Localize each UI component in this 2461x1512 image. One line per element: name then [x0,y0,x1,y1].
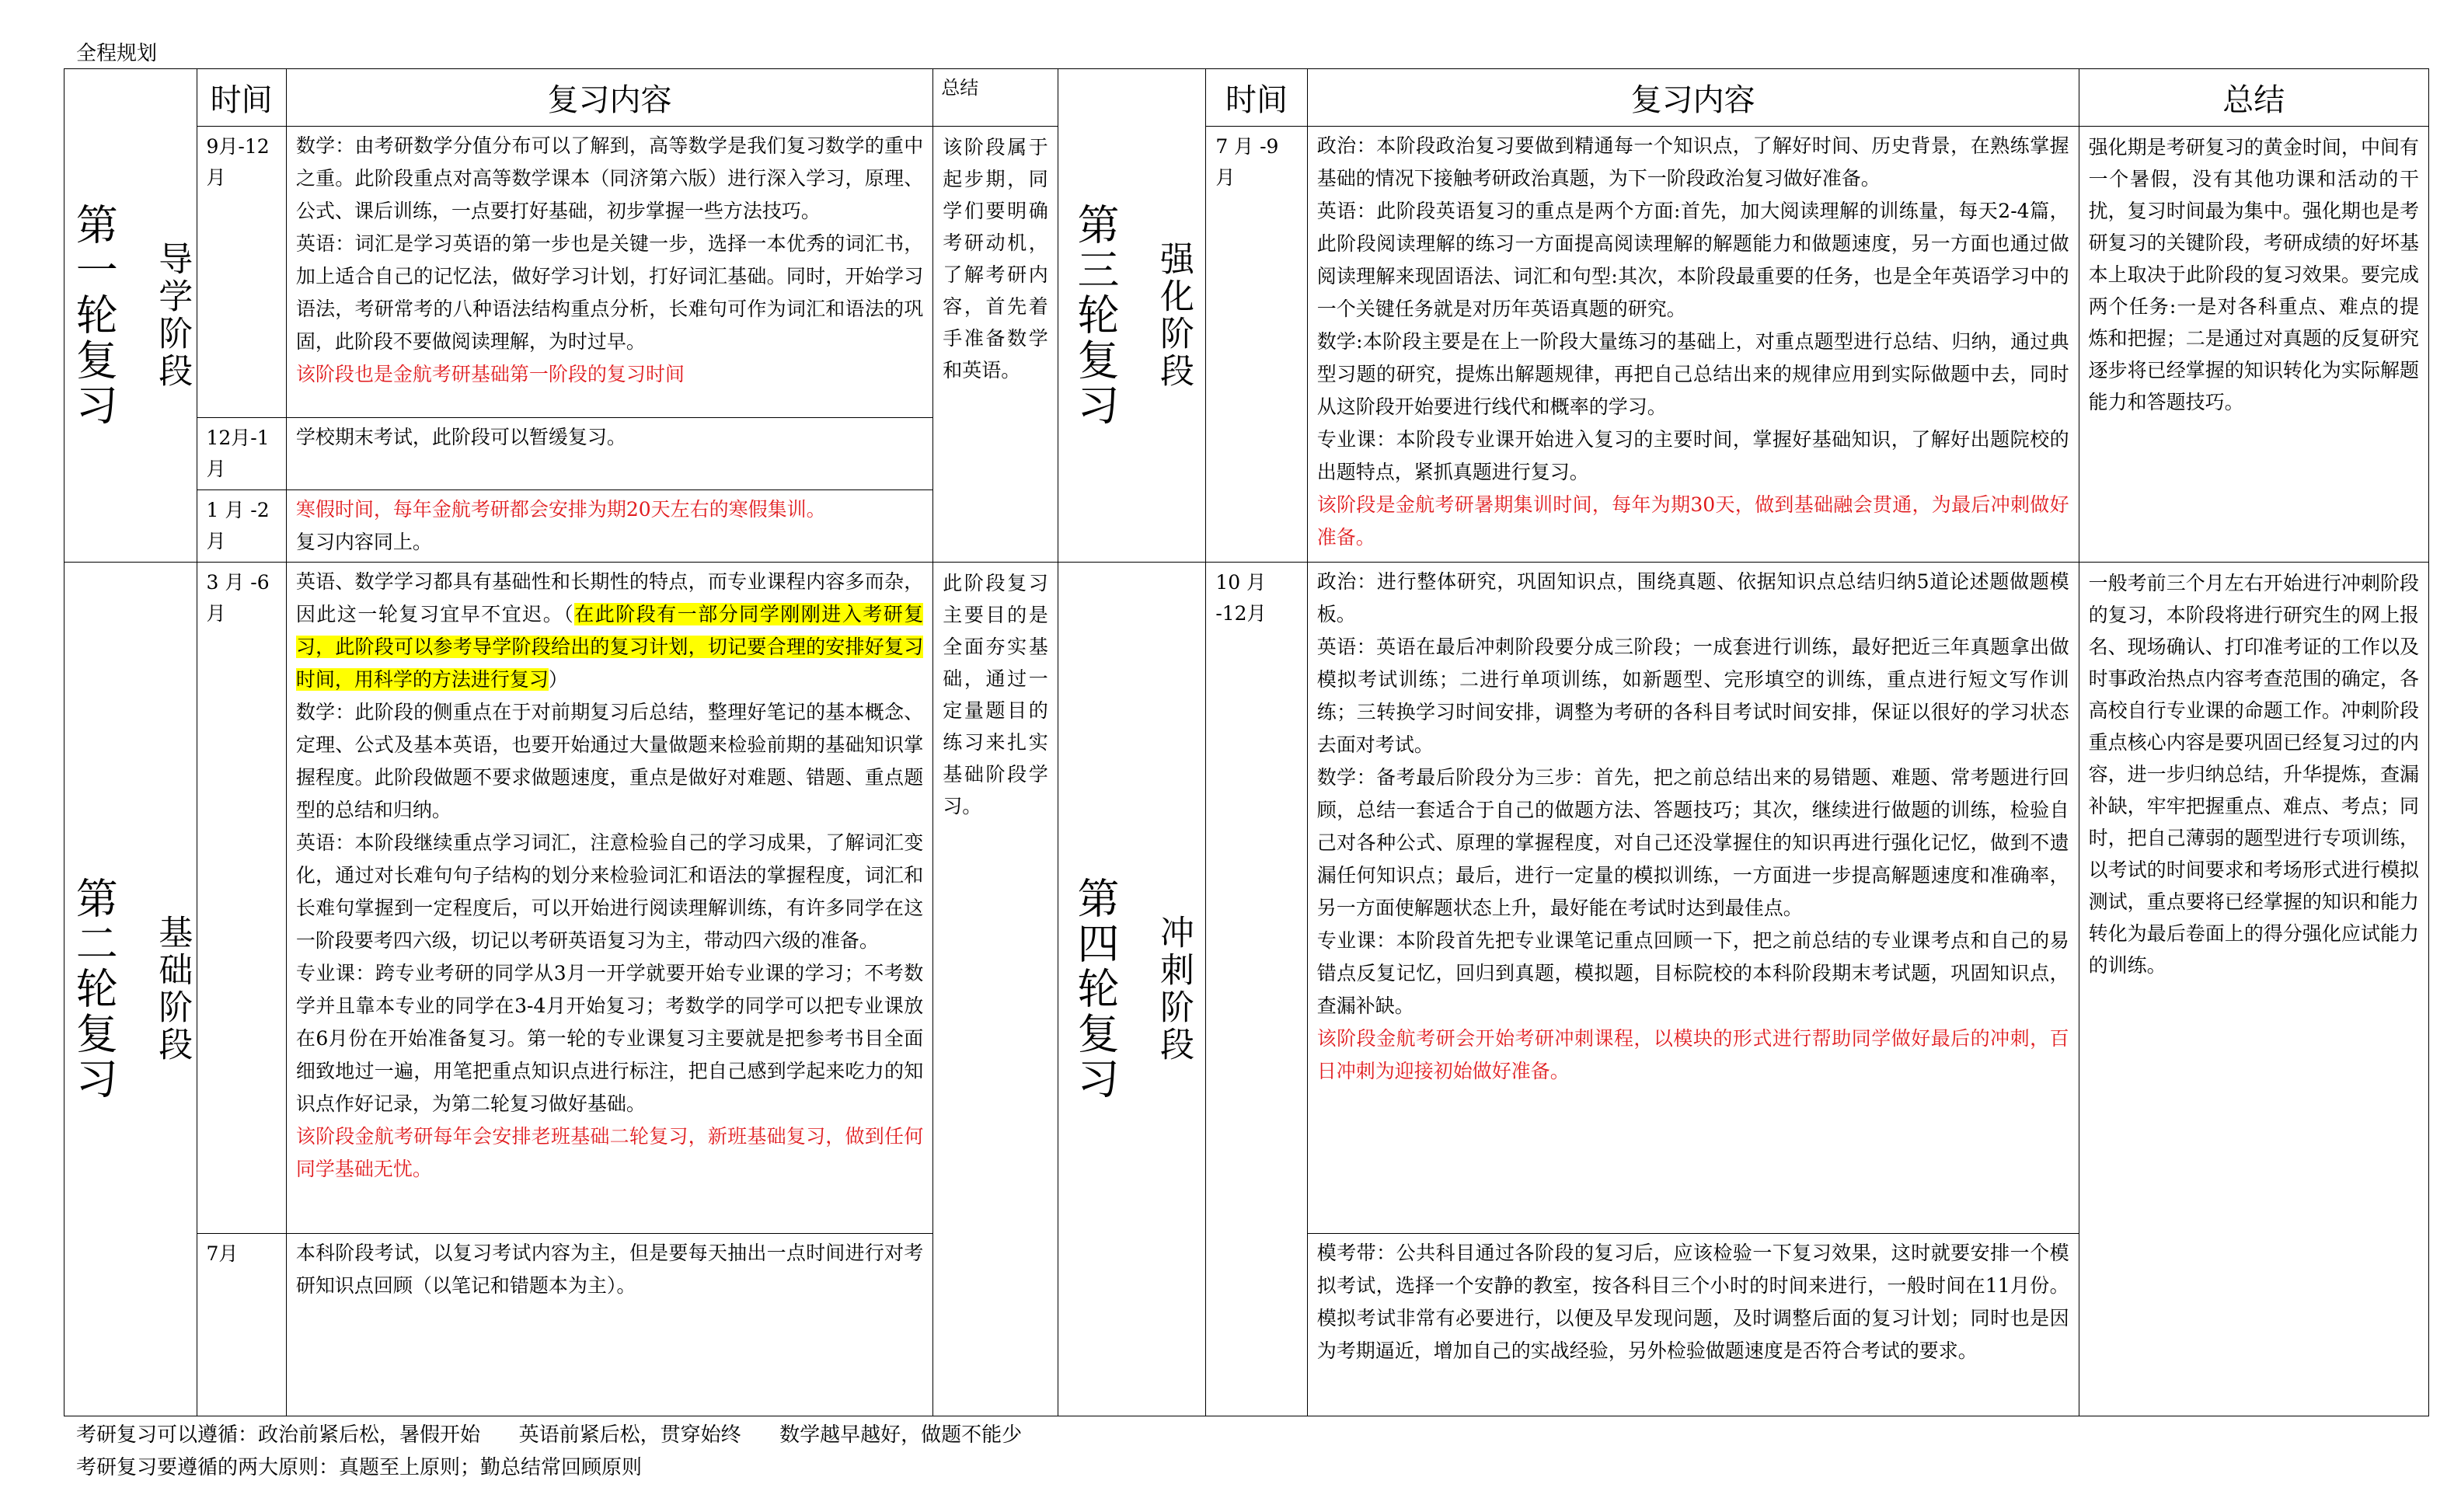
header-summary-right: 总结 [2079,69,2428,127]
footer-principles-line1: 考研复习可以遵循：政治前紧后松，暑假开始 英语前紧后松，贯穿始终 数学越早越好，做题不能少 [76,1423,1023,1447]
round1-stage: 导学阶段 [152,241,193,390]
round2-exam-text: 本科阶段考试，以复习考试内容为主，但是要每天抽出一点时间进行对考研知识点回顾（以笔记和错题本为主）。 [295,1242,924,1297]
round4-mock-text: 模考带：公共科目通过各阶段的复习后，应该检验一下复习效果，这时就要安排一个模拟考试，选择一个安静的教室，按各科目三个小时的时间来进行，一般时间在11月份。模拟考试非常有必要进行，以便及早发现问题，及时调整后面的复习计划；同时也是因为考期逼近，增加自己的实战经验，另外检验做题速度是否符合考试的要求。 [1316,1242,2069,1362]
round2-content-1 [286,563,932,1234]
round1-title: 第一轮复习 [69,203,119,428]
round2-time-1: 3 月 -6月 [197,563,286,1234]
round1-note-red: 该阶段也是金航考研基础第一阶段的复习时间 [295,363,685,385]
round3-summary: 强化期是考研复习的黄金时间，中间有一个暑假，没有其他功课和活动的干扰，复习时间最为集中。强化期也是考研复习的关键阶段，考研成绩的好坏基本上取决于此阶段的复习效果。要完成两个任务:一是对各科重点、难点的提炼和把握；二是通过对真题的反复研究逐步将已经掌握的知识转化为实际解题能力和答题技巧。 [2079,127,2428,563]
round2-stage: 基础阶段 [152,915,193,1064]
round3-title: 第三轮复习 [1071,203,1121,428]
table-row [64,127,2429,418]
header-summary-left: 总结 [933,69,1058,127]
round4-english-text: 英语：英语在最后冲刺阶段要分成三阶段；一成套进行训练，最好把近三年真题拿出做模拟考试训练；二进行单项训练，如新题型、完形填空的训练，重点进行短文写作训练；三转换学习时间安排，调整为考研的各科目考试时间安排，保证以很好的学习状态去面对考试。 [1316,636,2069,756]
round1-math-text: 数学：由考研数学分值分布可以了解到，高等数学是我们复习数学的重中之重。此阶段重点对高等数学课本（同济第六版）进行深入学习，原理、公式、课后训练，一点要打好基础，初步掌握一些方法技巧。 [295,134,924,222]
round3-time: 7 月 -9月 [1206,127,1307,563]
round3-math-text: 数学:本阶段主要是在上一阶段大量练习的基础上，对重点题型进行总结、归纳，通过典型习题的研究，提炼出解题规律，再把自己总结出来的规律应用到实际做题中去，同时从这阶段开始要进行线代和概率的学习。 [1316,330,2069,418]
round4-time: 10 月 -12月 [1206,563,1307,1416]
document-title: 全程规划 [76,42,158,65]
round1-exam-text: 学校期末考试，此阶段可以暂缓复习。 [295,426,626,448]
round3-stage: 强化阶段 [1154,241,1194,390]
header-time-right: 时间 [1206,69,1307,127]
round4-politics-text: 政治：进行整体研究，巩固知识点，围绕真题、依据知识点总结归纳5道论述题做题模板。 [1316,570,2069,625]
study-plan-table [64,68,2429,1416]
round1-time-1: 9月-12月 [197,127,286,418]
round1-label-cell [64,69,197,563]
table-header-row [64,69,2429,127]
round4-mock-content [1307,1234,2079,1416]
round4-content [1307,563,2079,1234]
round2-content-2 [286,1234,932,1416]
header-content-right: 复习内容 [1307,69,2079,127]
round3-content [1307,127,2079,563]
footer-principles-line2: 考研复习要遵循的两大原则：真题至上原则；勤总结常回顾原则 [76,1456,643,1479]
round1-winter-red: 寒假时间，每年金航考研都会安排为期20天左右的寒假集训。 [295,498,826,521]
round3-note-red: 该阶段是金航考研暑期集训时间，每年为期30天，做到基础融会贯通，为最后冲刺做好准备。 [1316,493,2069,549]
round2-summary: 此阶段复习主要目的是全面夯实基础，通过一定量题目的练习来扎实基础阶段学习。 [933,563,1058,1416]
round2-math-text: 数学：此阶段的侧重点在于对前期复习后总结，整理好笔记的基本概念、定理、公式及基本英语，也要开始通过大量做题来检验前期的基础知识掌握程度。此阶段做题不要求做题速度，重点是做好对难题、错题、重点题型的总结和归纳。 [295,701,924,821]
round3-label-cell [1058,69,1206,563]
round2-english-text: 英语：本阶段继续重点学习词汇，注意检验自己的学习成果，了解词汇变化，通过对长难句句子结构的划分来检验词汇和语法的掌握程度，词汇和长难句掌握到一定程度后，可以开始进行阅读理解训练，有许多同学在这一阶段要考四六级，切记以考研英语复习为主，带动四六级的准备。 [295,831,924,952]
round1-time-3: 1 月 -2月 [197,490,286,563]
round4-label-cell [1058,563,1206,1416]
round2-highlight-text: 在此阶段有一部分同学刚刚进入考研复习，此阶段可以参考导学阶段给出的复习计划，切记要合理的安排好复习时间，用科学的方法进行复习 [295,603,924,691]
round2-intro-text [296,566,923,696]
header-content-left: 复习内容 [286,69,932,127]
round2-intro-start: 英语、数学学习都具有基础性和长期性的特点，而专业课程内容多而杂，因此这一轮复习宜早不宜迟。（ [295,570,924,625]
round2-label-cell [64,563,197,1416]
round3-english-text: 英语：此阶段英语复习的重点是两个方面:首先，加大阅读理解的训练量，每天2-4篇，此阶段阅读理解的练习一方面提高阅读理解的解题能力和做题速度，另一方面也通过做阅读理解来现固语法、词汇和句型:其次，本阶段最重要的任务，也是全年英语学习中的一个关键任务就是对历年英语真题的研究。 [1316,200,2069,320]
round4-note-red: 该阶段金航考研会开始考研冲刺课程，以模块的形式进行帮助同学做好最后的冲刺，百日冲刺为迎接初始做好准备。 [1316,1027,2069,1082]
round4-title: 第四轮复习 [1071,876,1121,1102]
round1-winter-text: 复习内容同上。 [295,531,432,553]
round1-summary: 该阶段属于起步期，同学们要明确考研动机，了解考研内容，首先着手准备数学和英语。 [933,127,1058,563]
round4-math-text: 数学：备考最后阶段分为三步：首先，把之前总结出来的易错题、难题、常考题进行回顾，总结一套适合于自己的做题方法、答题技巧；其次，继续进行做题的训练，检验自己对各种公式、原理的掌握程度，对自己还没掌握住的知识再进行强化记忆，做到不遗漏任何知识点；最后，进行一定量的模拟训练，一方面进一步提高解题速度和准确率，另一方面使解题状态上升，最好能在考试时达到最佳点。 [1316,766,2069,919]
round1-english-text: 英语：词汇是学习英语的第一步也是关键一步，选择一本优秀的词汇书，加上适合自己的记忆法，做好学习计划，打好词汇基础。同时，开始学习语法，考研常考的八种语法结构重点分析，长难句可作为词汇和语法的巩固，此阶段不要做阅读理解，为时过早。 [295,232,924,353]
round3-major-text: 专业课：本阶段专业课开始进入复习的主要时间，掌握好基础知识，了解好出题院校的出题特点，紧抓真题进行复习。 [1316,428,2069,483]
table-row [64,563,2429,1234]
round1-time-2: 12月-1月 [197,418,286,490]
header-time-left: 时间 [197,69,286,127]
round2-intro-end: ） [548,668,568,691]
round2-major-text: 专业课：跨专业考研的同学从3月一开学就要开始专业课的学习；不考数学并且靠本专业的同学在3-4月开始复习；考数学的同学可以把专业课放在6月份在开始准备复习。第一轮的专业课复习主要就是把参考书目全面细致地过一遍，用笔把重点知识点进行标注，把自己感到学起来吃力的知识点作好记录，为第二轮复习做好基础。 [295,962,924,1115]
round3-politics-text: 政治：本阶段政治复习要做到精通每一个知识点，了解好时间、历史背景，在熟练掌握基础的情况下接触考研政治真题，为下一阶段政治复习做好准备。 [1316,134,2069,190]
round4-stage: 冲刺阶段 [1154,915,1194,1064]
round1-content-3 [286,490,932,563]
round2-note-red: 该阶段金航考研每年会安排老班基础二轮复习，新班基础复习，做到任何同学基础无忧。 [295,1125,924,1180]
round4-summary: 一般考前三个月左右开始进行冲刺阶段的复习，本阶段将进行研究生的网上报名、现场确认、打印准考证的工作以及时事政治热点内容考查范围的确定，各高校自行专业课的命题工作。冲刺阶段重点核心内容是要巩固已经复习过的内容，进一步归纳总结，升华提炼，查漏补缺，牢牢把握重点、难点、考点；同时，把自己薄弱的题型进行专项训练，以考试的时间要求和考场形式进行模拟测试，重点要将已经掌握的知识和能力转化为最后卷面上的得分强化应试能力的训练。 [2079,563,2428,1416]
round1-content-2 [286,418,932,490]
round4-major-text: 专业课：本阶段首先把专业课笔记重点回顾一下，把之前总结的专业课考点和自己的易错点反复记忆，回归到真题，模拟题，目标院校的本科阶段期末考试题，巩固知识点，查漏补缺。 [1316,929,2069,1017]
round2-time-2: 7月 [197,1234,286,1416]
round2-title: 第二轮复习 [69,876,119,1102]
round1-content-1 [286,127,932,418]
